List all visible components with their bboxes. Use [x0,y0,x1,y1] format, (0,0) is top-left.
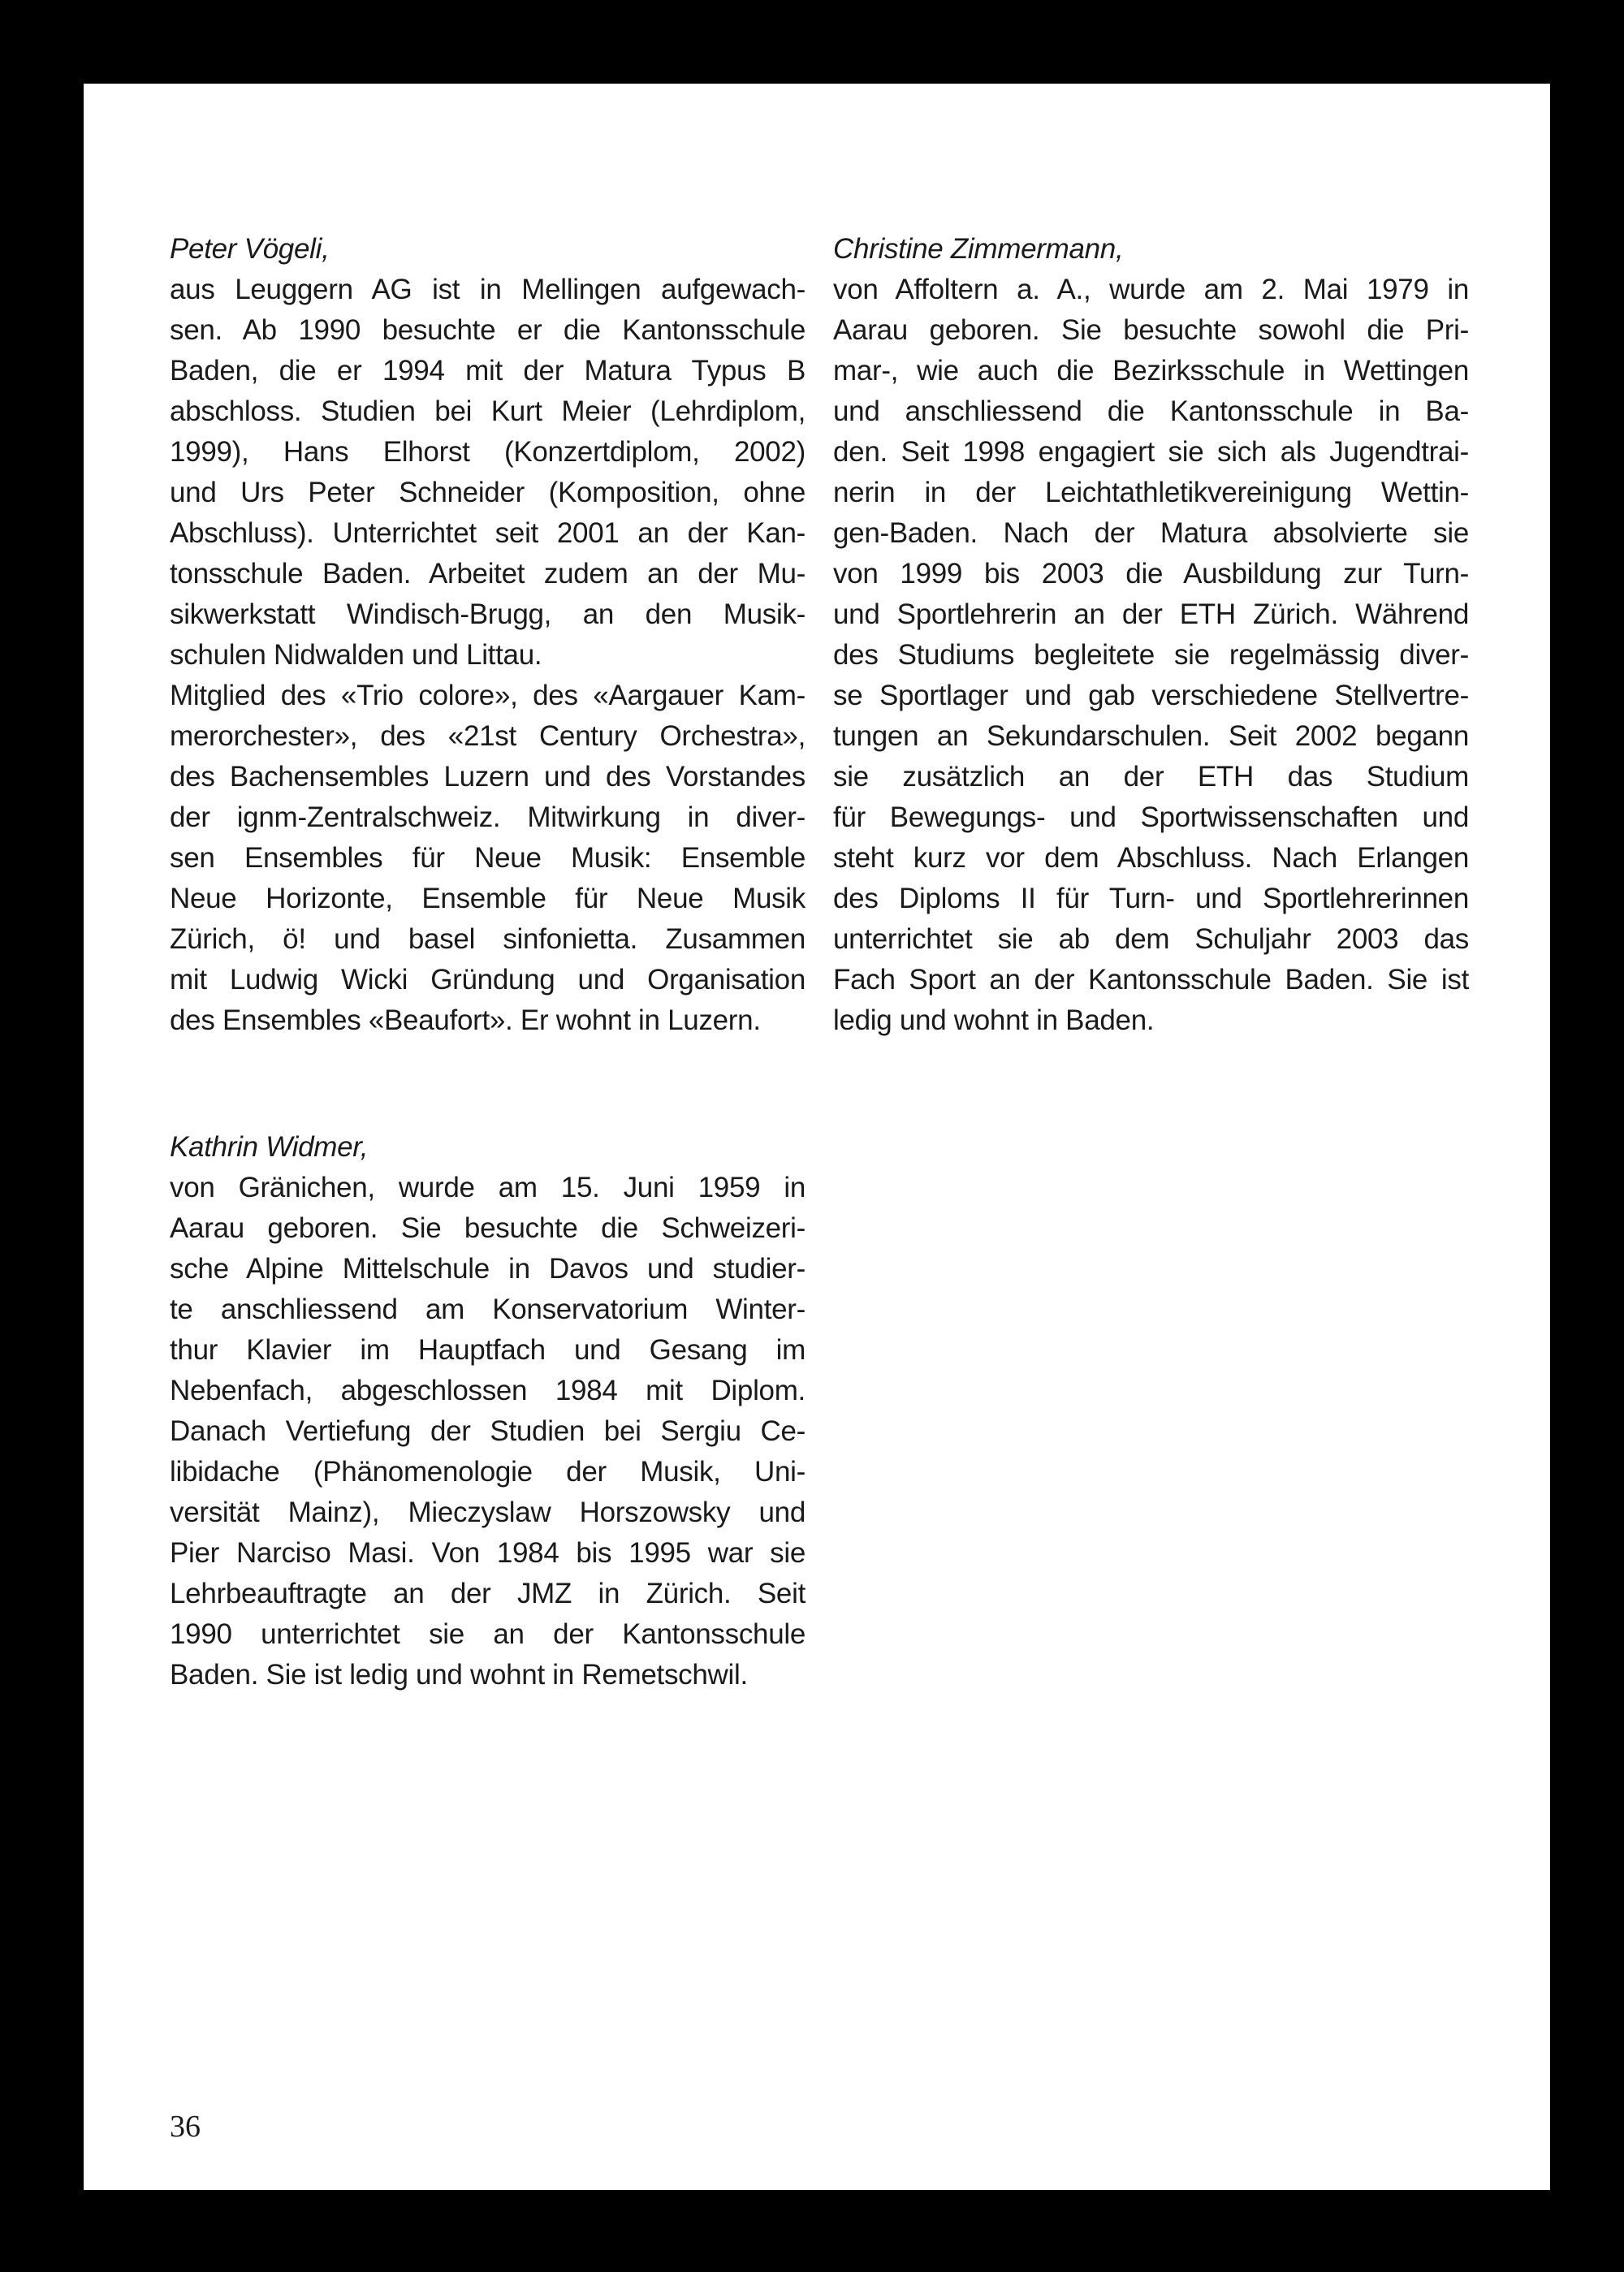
bio-text-line: des Diploms II für Turn- und Sportlehrerinnen [833,883,1469,914]
bio-text-line: te anschliessend am Konservatorium Winter- [170,1294,806,1325]
bio-text-line: von Affoltern a. A., wurde am 2. Mai 1979 in [833,274,1469,305]
bio-text-line: von 1999 bis 2003 die Ausbildung zur Turn- [833,558,1469,590]
bio-text-line: steht kurz vor dem Abschluss. Nach Erlangen [833,842,1469,874]
bio-text-line: nerin in der Leichtathletikvereinigung Wettin- [833,477,1469,508]
bio-text-line: für Bewegungs- und Sportwissenschaften und [833,801,1469,833]
bio-text-line: sie zusätzlich an der ETH das Studium [833,761,1469,793]
bio-text-line: mit Ludwig Wicki Gründung und Organisation [170,964,806,996]
bio-text-line: Lehrbeauftragte an der JMZ in Zürich. Seit [170,1578,806,1609]
bio-text-line: tungen an Sekundarschulen. Seit 2002 begann [833,720,1469,752]
page-number: 36 [170,2110,201,2144]
bio-text-line: den. Seit 1998 engagiert sie sich als Jugendtrai- [833,436,1469,468]
bio-text-line: Aarau geboren. Sie besuchte die Schweizeri- [170,1212,806,1244]
bio-text-line: sen Ensembles für Neue Musik: Ensemble [170,842,806,874]
bio-text-line: des Ensembles «Beaufort». Er wohnt in Luzern. [170,1004,761,1036]
bio-text-line: 1999), Hans Elhorst (Konzertdiplom, 2002) [170,436,806,468]
bio-text-line: Fach Sport an der Kantonsschule Baden. Sie ist [833,964,1469,996]
bio-name: Christine Zimmermann, [833,233,1124,265]
bio-text-line: Danach Vertiefung der Studien bei Sergiu Ce- [170,1415,806,1447]
bio-text-line: Neue Horizonte, Ensemble für Neue Musik [170,883,806,914]
bio-name: Kathrin Widmer, [170,1131,369,1163]
bio-text-line: se Sportlager und gab verschiedene Stellvertre- [833,680,1469,711]
bio-text-line: Baden. Sie ist ledig und wohnt in Remetschwil. [170,1659,748,1691]
bio-text-line: sche Alpine Mittelschule in Davos und studier- [170,1253,806,1285]
bio-text-line: des Studiums begleitete sie regelmässig diver- [833,639,1469,671]
bio-text-line: und anschliessend die Kantonsschule in Ba- [833,395,1469,427]
bio-text-line: Aarau geboren. Sie besuchte sowohl die Pri- [833,314,1469,346]
bio-text-line: Zürich, ö! und basel sinfonietta. Zusammen [170,923,806,955]
bio-text-line: schulen Nidwalden und Littau. [170,639,542,671]
bio-text-line: mar-, wie auch die Bezirksschule in Wettingen [833,355,1469,387]
document-page [84,84,1550,2190]
bio-text-line: Pier Narciso Masi. Von 1984 bis 1995 war sie [170,1537,806,1569]
bio-text-line: und Urs Peter Schneider (Komposition, ohne [170,477,806,508]
bio-text-line: von Gränichen, wurde am 15. Juni 1959 in [170,1172,806,1203]
bio-text-line: sen. Ab 1990 besuchte er die Kantonsschule [170,314,806,346]
bio-text-line: und Sportlehrerin an der ETH Zürich. Während [833,598,1469,630]
bio-text-line: Mitglied des «Trio colore», des «Aargauer Kam- [170,680,806,711]
bio-text-line: tonsschule Baden. Arbeitet zudem an der Mu- [170,558,806,590]
bio-text-line: ledig und wohnt in Baden. [833,1004,1155,1036]
bio-text-line: sikwerkstatt Windisch-Brugg, an den Musik- [170,598,806,630]
bio-name: Peter Vögeli, [170,233,330,265]
bio-text-line: gen-Baden. Nach der Matura absolvierte sie [833,517,1469,549]
bio-text-line: abschloss. Studien bei Kurt Meier (Lehrdiplom, [170,395,806,427]
bio-text-line: Baden, die er 1994 mit der Matura Typus B [170,355,806,387]
bio-text-line: Abschluss). Unterrichtet seit 2001 an der Kan- [170,517,806,549]
bio-text-line: thur Klavier im Hauptfach und Gesang im [170,1334,806,1366]
bio-christine-zimmermann [833,229,1469,1041]
bio-text-line: Nebenfach, abgeschlossen 1984 mit Diplom. [170,1375,806,1406]
bio-peter-voegeli [170,229,806,1041]
bio-text-line: 1990 unterrichtet sie an der Kantonsschule [170,1618,806,1650]
bio-text-line: der ignm-Zentralschweiz. Mitwirkung in diver- [170,801,806,833]
bio-kathrin-widmer [170,1127,806,1695]
bio-text-line: merorchester», des «21st Century Orchestra», [170,720,806,752]
bio-text-line: aus Leuggern AG ist in Mellingen aufgewach- [170,274,806,305]
bio-text-line: libidache (Phänomenologie der Musik, Uni- [170,1456,806,1488]
bio-text-line: unterrichtet sie ab dem Schuljahr 2003 das [833,923,1469,955]
bio-text-line: versität Mainz), Mieczyslaw Horszowsky und [170,1497,806,1528]
bio-text-line: des Bachensembles Luzern und des Vorstandes [170,761,806,793]
